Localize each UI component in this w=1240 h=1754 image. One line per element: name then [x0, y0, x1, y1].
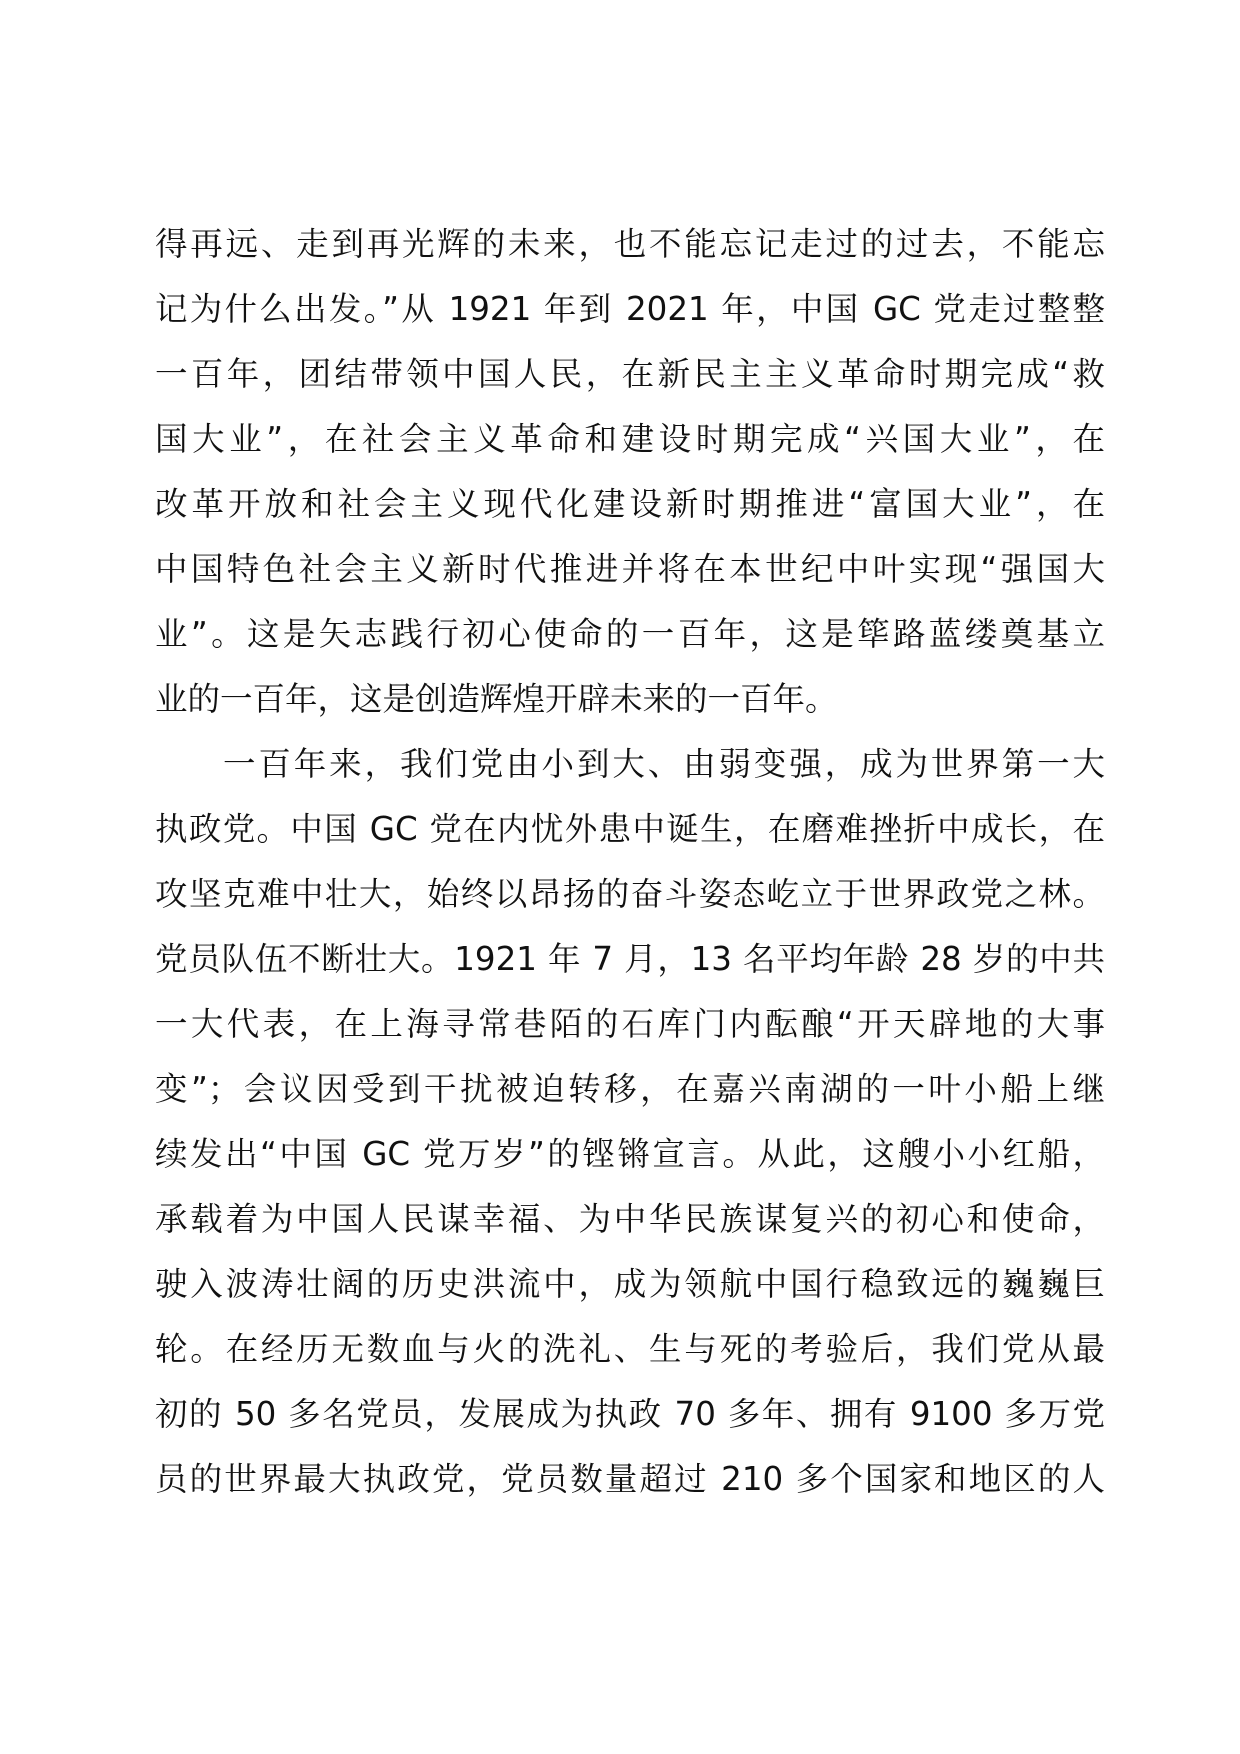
- text-line: 一大代表，在上海寻常巷陌的石库门内酝酿“开天辟地的大事: [155, 1005, 1105, 1043]
- text-line: 续发出“中国 GC 党万岁”的铿锵宣言。从此，这艘小小红船，: [155, 1135, 1105, 1173]
- text-line: 党员队伍不断壮大。1921 年 7 月，13 名平均年龄 28 岁的中共: [155, 940, 1105, 978]
- paragraph-end-line: 业的一百年，这是创造辉煌开辟未来的一百年。: [155, 680, 838, 718]
- text-line: 轮。在经历无数血与火的洗礼、生与死的考验后，我们党从最: [155, 1330, 1105, 1368]
- text-line: 业”。这是矢志践行初心使命的一百年，这是筚路蓝缕奠基立: [155, 615, 1105, 653]
- text-line: 承载着为中国人民谋幸福、为中华民族谋复兴的初心和使命，: [155, 1200, 1105, 1238]
- paragraph-first-line: 一百年来，我们党由小到大、由弱变强，成为世界第一大: [223, 745, 1105, 783]
- text-line: 国大业”，在社会主义革命和建设时期完成“兴国大业”，在: [155, 420, 1105, 458]
- text-line: 得再远、走到再光辉的未来，也不能忘记走过的过去，不能忘: [155, 225, 1105, 263]
- text-line: 初的 50 多名党员，发展成为执政 70 多年、拥有 9100 多万党: [155, 1395, 1105, 1433]
- text-line: 执政党。中国 GC 党在内忧外患中诞生，在磨难挫折中成长，在: [155, 810, 1105, 848]
- text-line: 一百年，团结带领中国人民，在新民主主义革命时期完成“救: [155, 355, 1105, 393]
- text-line: 中国特色社会主义新时代推进并将在本世纪中叶实现“强国大: [155, 550, 1105, 588]
- text-line: 变”；会议因受到干扰被迫转移，在嘉兴南湖的一叶小船上继: [155, 1070, 1105, 1108]
- text-line: 驶入波涛壮阔的历史洪流中，成为领航中国行稳致远的巍巍巨: [155, 1265, 1105, 1303]
- body-text: [155, 212, 1105, 1512]
- text-line: 改革开放和社会主义现代化建设新时期推进“富国大业”，在: [155, 485, 1105, 523]
- text-line: 记为什么出发。”从 1921 年到 2021 年，中国 GC 党走过整整: [155, 290, 1105, 328]
- text-line: 攻坚克难中壮大，始终以昂扬的奋斗姿态屹立于世界政党之林。: [155, 875, 1105, 913]
- text-line: 员的世界最大执政党，党员数量超过 210 多个国家和地区的人: [155, 1460, 1105, 1498]
